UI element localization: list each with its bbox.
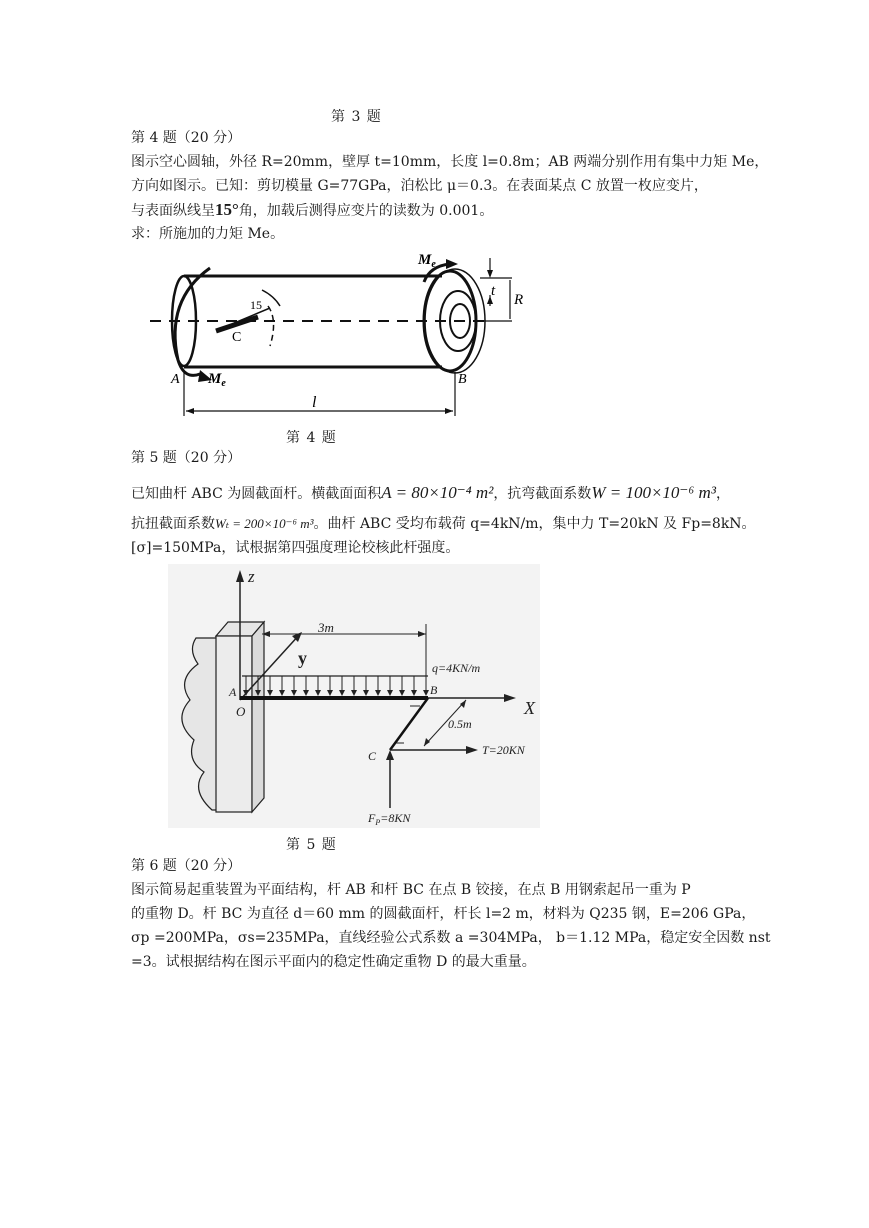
q6-text-line4: =3。试根据结构在图示平面内的稳定性确定重物 D 的最大重量。 <box>131 954 536 970</box>
q5-text-line3: [σ]=150MPa，试根据第四强度理论校核此杆强度。 <box>131 540 460 556</box>
label-y: y <box>298 648 307 668</box>
q6-heading: 第 6 题（20 分） <box>131 858 242 874</box>
label-z: z <box>248 567 255 586</box>
q5-tors-formula: Wₜ = 200×10⁻⁶ m³ <box>215 516 314 531</box>
label-me-bottom: $M_e$ <box>208 371 226 389</box>
q5-heading: 第 5 题（20 分） <box>131 450 242 466</box>
q4-text-line1: 图示空心圆轴，外径 R=20mm，壁厚 t=10mm，长度 l=0.8m；AB 两端分别作用有集中力矩 Me， <box>131 154 769 170</box>
q4-heading: 第 4 题（20 分） <box>131 130 242 146</box>
q5-area-formula: A = 80×10⁻⁴ m² <box>381 483 494 502</box>
q4-text-line2: 方向如图示。已知：剪切模量 G=77GPa，泊松比 μ＝0.3。在表面某点 C 放置一枚应变片， <box>131 178 708 194</box>
label-A: A <box>171 372 180 387</box>
label-R: R <box>514 292 524 308</box>
label-15: 15 <box>250 298 262 312</box>
label-A: A <box>229 685 237 699</box>
figure-caption-q4: 第 4 题 <box>286 430 337 446</box>
q4-line3-post: 角，加载后测得应变片的读数为 0.001。 <box>238 203 494 219</box>
label-B: B <box>458 372 467 387</box>
label-C: C <box>368 749 377 763</box>
label-Fp: $F_P=8KN$ <box>368 811 411 827</box>
q5-bend-formula: W = 100×10⁻⁶ m³ <box>591 483 716 502</box>
q5-line2-post: 。曲杆 ABC 受均布载荷 q=4kN/m，集中力 T=20kN 及 Fp=8kN。 <box>313 516 756 532</box>
label-l: l <box>312 394 317 411</box>
q6-text-line3: σp =200MPa，σs=235MPa，直线经验公式系数 a =304MPa， b＝1.12 MPa，稳定安全因数 nst <box>131 930 771 946</box>
q6-text-line2: 的重物 D。杆 BC 为直径 d＝60 mm 的圆截面杆，杆长 l=2 m，材料为 Q235 钢，E=206 GPa， <box>131 906 756 922</box>
label-05m: 0.5m <box>448 717 472 731</box>
label-t: t <box>491 283 496 299</box>
q4-angle: 15° <box>215 200 239 219</box>
figure-caption-q5: 第 5 题 <box>286 837 337 853</box>
label-3m: 3m <box>318 620 334 635</box>
label-me-top: $M_e$ <box>418 252 436 270</box>
label-T: T=20KN <box>482 743 525 757</box>
label-q: q=4KN/m <box>432 661 481 675</box>
label-x: X <box>524 698 535 718</box>
label-B: B <box>430 683 438 697</box>
q5-line1-mid: ，抗弯截面系数 <box>493 486 592 502</box>
q5-line2-pre: 抗扭截面系数 <box>131 516 215 532</box>
q6-text-line1: 图示简易起重装置为平面结构，杆 AB 和杆 BC 在点 B 铰接，在点 B 用钢索起吊一重为 P <box>131 882 691 898</box>
q4-text-line4: 求：所施加的力矩 Me。 <box>131 226 285 242</box>
label-O: O <box>236 704 246 719</box>
q5-line1-post: ， <box>715 486 730 502</box>
q4-line3-pre: 与表面纵线呈 <box>131 203 215 219</box>
figure-caption-q3: 第 3 题 <box>331 109 382 125</box>
q5-line1-pre: 已知曲杆 ABC 为圆截面杆。横截面面积 <box>131 486 382 502</box>
label-C: C <box>232 330 242 345</box>
